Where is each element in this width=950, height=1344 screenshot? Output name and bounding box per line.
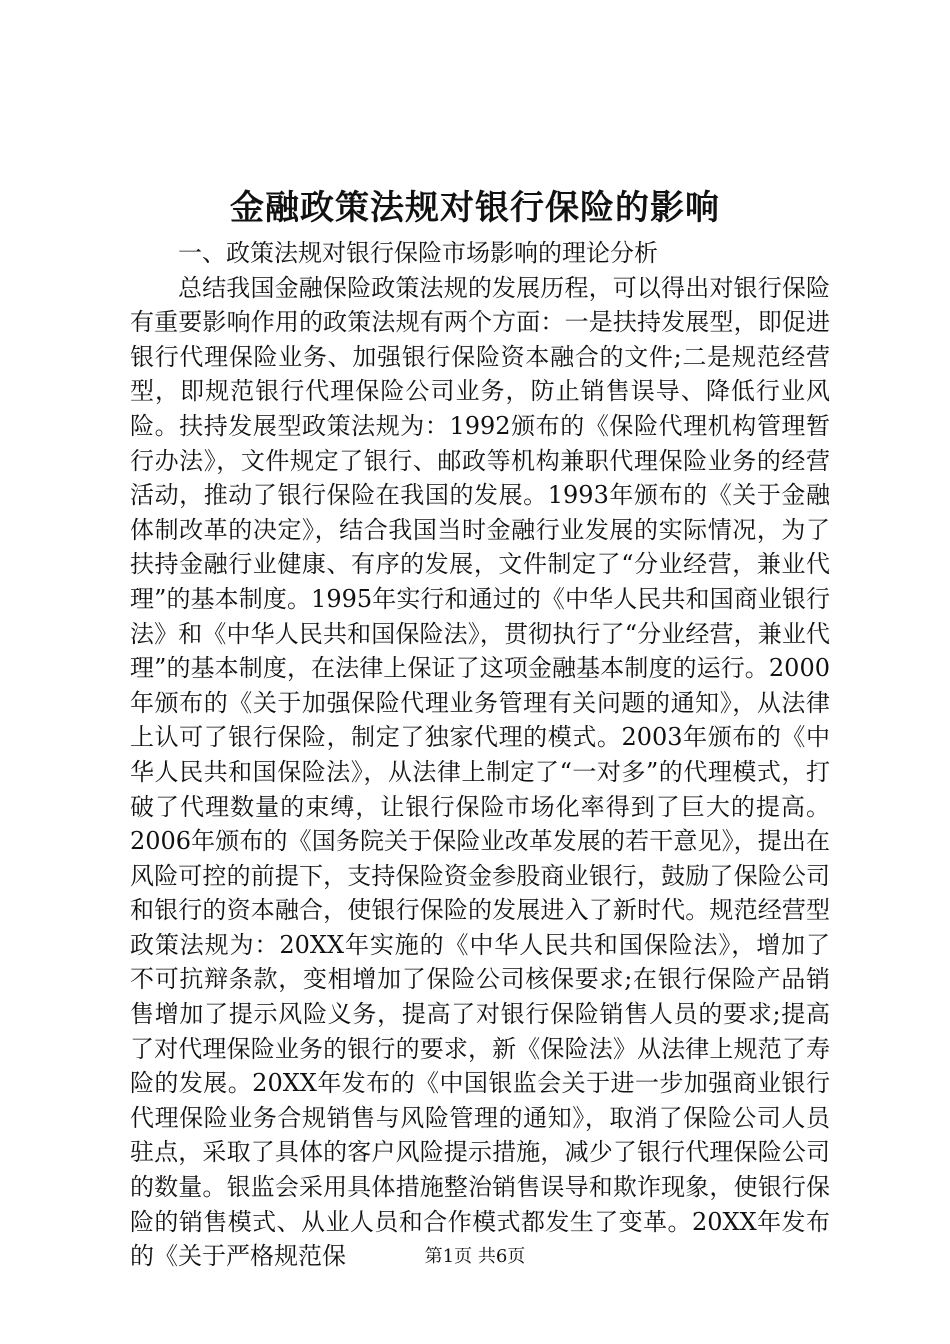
- page-footer: 第1页 共6页: [424, 1246, 526, 1267]
- document-title: 金融政策法规对银行保险的影响: [230, 188, 720, 228]
- body-paragraph: 总结我国金融保险政策法规的发展历程，可以得出对银行保险有重要影响作用的政策法规有两个方面：一是扶持发展型，即促进银行代理保险业务、加强银行保险资本融合的文件;二是规范经营型，即规范银行代理保险公司业务，防止销售误导、降低行业风险。扶持发展型政策法规为：1992颁布的《保险代理机构管理暂行办法》，文件规定了银行、邮政等机构兼职代理保险业务的经营活动，推动了银行保险在我国的发展。1993年颁布的《关于金融体制改革的决定》，结合我国当时金融行业发展的实际情况，为了扶持金融行业健康、有序的发展，文件制定了“分业经营，兼业代理”的基本制度。1995年实行和通过的《中华人民共和国商业银行法》和《中华人民共和国保险法》，贯彻执行了“分业经营，兼业代理”的基本制度，在法律上保证了这项金融基本制度的运行。2000年颁布的《关于加强保险代理业务管理有关问题的通知》，从法律上认可了银行保险，制定了独家代理的模式。2003年颁布的《中华人民共和国保险法》，从法律上制定了“一对多”的代理模式，打破了代理数量的束缚，让银行保险市场化率得到了巨大的提高。2006年颁布的《国务院关于保险业改革发展的若干意见》，提出在风险可控的前提下，支持保险资金参股商业银行，鼓励了保险公司和银行的资本融合，使银行保险的发展进入了新时代。规范经营型政策法规为：20XX年实施的《中华人民共和国保险法》，增加了不可抗辩条款，变相增加了保险公司核保要求;在银行保险产品销售增加了提示风险义务，提高了对银行保险销售人员的要求;提高了对代理保险业务的银行的要求，新《保险法》从法律上规范了寿险的发展。20XX年发布的《中国银监会关于进一步加强商业银行代理保险业务合规销售与风险管理的通知》，取消了保险公司人员驻点，采取了具体的客户风险提示措施，减少了银行代理保险公司的数量。银监会采用具体措施整治销售误导和欺诈现象，使银行保险的销售模式、从业人员和合作模式都发生了变革。20XX年发布的《关于严格规范保: [130, 273, 830, 1271]
- section-heading: 一、政策法规对银行保险市场影响的理论分析: [178, 239, 658, 267]
- document-body: [130, 236, 830, 1274]
